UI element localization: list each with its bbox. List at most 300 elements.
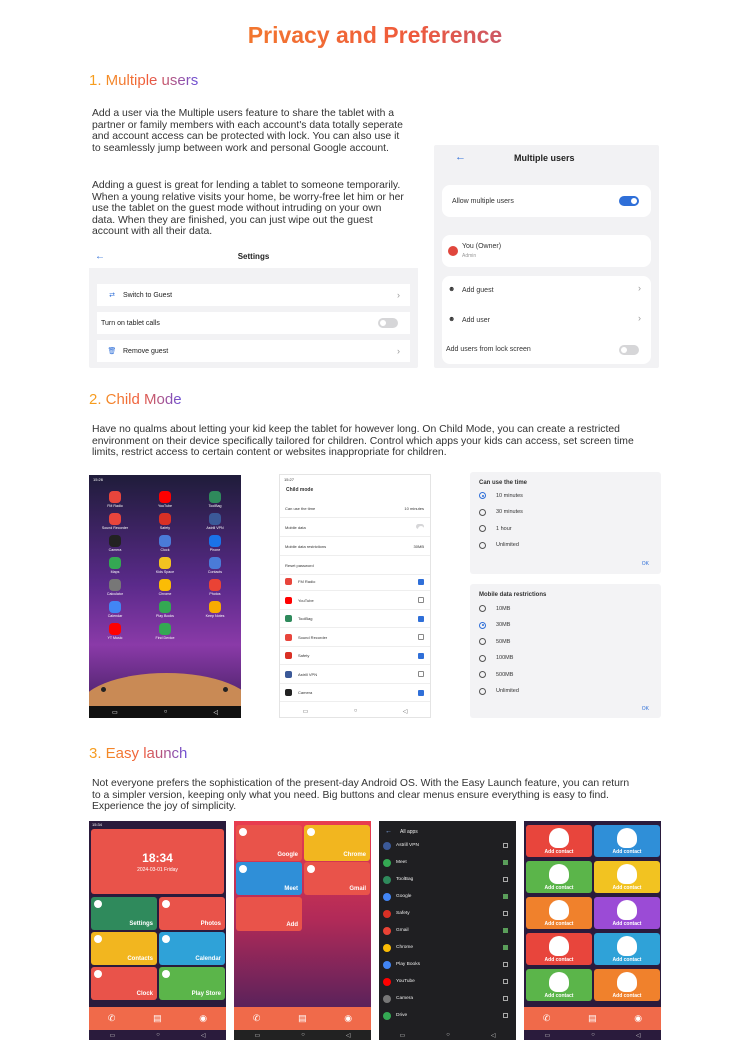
radio-option[interactable] [479,622,510,629]
recents-icon[interactable]: ▭ [544,1032,551,1039]
app-icon [383,893,391,901]
setting-label: Reset password [285,562,314,568]
phone-icon[interactable]: ✆ [252,1013,261,1023]
add-guest-row[interactable] [442,281,651,301]
tile-label: Clock [136,991,153,997]
back-arrow-icon[interactable]: ← [95,251,105,262]
guest-settings-screen [89,246,418,368]
radio-option[interactable] [479,655,513,662]
all-apps-row[interactable] [383,973,512,990]
allow-multiple-users-toggle[interactable] [619,196,639,206]
app-label: Sound Recorder [101,526,129,530]
app-icon[interactable] [159,623,171,635]
contact-avatar-icon [617,972,637,992]
app-label: Kids Space [155,570,175,574]
app-label: Phone [209,548,221,552]
add-user-icon: ☻ [448,316,456,323]
app-name: Drive [396,1013,408,1018]
tile-settings[interactable] [91,897,157,930]
add-user-row[interactable] [442,311,651,331]
app-checkbox[interactable] [418,690,424,696]
app-name: Astrill VPN [396,843,419,848]
child-mode-app-row[interactable] [280,610,430,628]
back-icon[interactable]: ◁ [490,1032,496,1039]
all-apps-row[interactable] [383,837,512,854]
tile-label: Gmail [349,886,366,892]
lock-screen-toggle[interactable] [619,345,639,355]
owner-row[interactable] [442,235,651,267]
app-checkbox[interactable] [503,1013,508,1018]
app-label: Calculator [106,592,124,596]
tile-meet[interactable] [236,862,302,895]
user-actions-card [442,276,651,364]
multiple-users-screen [434,145,659,368]
phone-icon[interactable]: ✆ [542,1013,551,1023]
app-icon [285,597,292,604]
radio-option[interactable] [479,542,519,549]
app-icon[interactable] [109,557,121,569]
back-icon[interactable]: ◁ [213,709,218,716]
phone-icon[interactable]: ✆ [107,1013,116,1023]
tile-chrome[interactable] [304,825,370,861]
tablet-calls-toggle[interactable] [378,318,398,328]
add-contact-tile[interactable] [526,861,592,893]
app-icon [285,615,292,622]
app-icon[interactable] [109,601,121,613]
child-mode-settings-screen [279,474,431,718]
contact-avatar-icon [549,900,569,920]
home-icon[interactable]: ○ [591,1032,595,1038]
tile-label: Play Store [191,991,221,997]
app-checkbox[interactable] [418,671,424,677]
google-icon [239,828,247,836]
option-label: Unlimited [496,542,519,548]
app-label: Astrill VPN [206,526,224,530]
radio-button[interactable] [479,671,486,678]
tile-play-store[interactable] [159,967,225,1000]
switch-to-guest-row[interactable] [97,284,410,306]
nav-bar [89,1030,226,1040]
time-dialog-title: Can use the time [479,480,528,486]
back-icon[interactable]: ◁ [345,1032,351,1039]
child-mode-setting-row[interactable] [280,518,430,537]
radio-button[interactable] [479,622,486,629]
contact-avatar-icon [549,936,569,956]
app-icon [383,842,391,850]
app-icon[interactable] [209,535,221,547]
add-contact-label: Add contact [544,993,574,999]
dock [524,1007,661,1030]
trash-icon: 🗑 [107,348,117,355]
all-apps-row[interactable] [383,888,512,905]
chevron-right-icon: › [397,346,400,356]
tile-label: Settings [129,921,153,927]
app-name: Sound Recorder [298,634,328,640]
contact-avatar-icon [617,864,637,884]
radio-option[interactable] [479,638,510,645]
tile-label: Chrome [343,852,366,858]
radio-option[interactable] [479,688,519,695]
section-heading-multiple-users: 1. Multiple users [89,72,199,89]
option-label: 30MB [496,622,511,628]
radio-option[interactable] [479,605,510,612]
app-label: ToolBag [208,504,222,508]
app-icon [285,671,292,678]
app-checkbox[interactable] [503,860,508,865]
app-checkbox[interactable] [503,979,508,984]
app-icon[interactable] [159,557,171,569]
lock-screen-row[interactable] [442,340,651,360]
app-label: Safety [159,526,171,530]
chevron-right-icon: › [638,313,641,323]
add-contact-tile[interactable] [526,969,592,1001]
nav-bar [89,706,241,718]
radio-button[interactable] [479,492,486,499]
back-icon[interactable]: ◁ [402,708,408,715]
easy-launch-apps-screen [234,821,371,1040]
radio-button[interactable] [479,638,486,645]
all-apps-row[interactable] [383,922,512,939]
app-icon[interactable] [109,535,121,547]
child-mode-app-row[interactable] [280,592,430,610]
app-icon[interactable] [159,491,171,503]
add-contact-tile[interactable] [526,825,592,857]
chevron-right-icon: › [397,290,400,300]
app-icon[interactable] [209,491,221,503]
app-checkbox[interactable] [418,579,424,585]
app-name: Chrome [396,945,414,950]
app-name: Meet [396,860,407,865]
tile-calendar[interactable] [159,932,225,965]
setting-label: Mobile data [285,524,306,530]
app-label: Play Books [156,614,174,618]
add-contact-label: Add contact [544,957,574,963]
allow-multiple-users-row[interactable] [442,185,651,217]
easy-launch-home-screen [89,821,226,1040]
app-label: FM Radio [107,504,123,508]
add-contact-label: Add contact [612,957,642,963]
back-arrow-icon[interactable]: ← [455,151,466,163]
child-mode-app-row[interactable] [280,573,430,591]
add-contact-tile[interactable] [594,969,660,1001]
easy-launch-paragraph: Not everyone prefers the sophistication of the present-day Android OS. With the Easy Launch feature, you can return to a simpler version, keeping only what you need. Big buttons and clear menus ensure everything is easy to find. Experience the joy of simplicity. [92,778,630,813]
app-label: YT Music [107,636,123,640]
app-checkbox[interactable] [418,653,424,659]
app-icon[interactable] [209,579,221,591]
app-icon[interactable] [159,513,171,525]
all-apps-row[interactable] [383,956,512,973]
multiple-users-paragraph-1: Add a user via the Multiple users feature to share the tablet with a partner or family members with each account's data totally seperate and account access can be protected with lock. You can also use it to seamlessly jump between work and personal Google account. [92,108,403,154]
app-name: Google [396,894,412,899]
app-name: Astrill VPN [298,671,318,677]
app-icon [383,910,391,918]
app-checkbox[interactable] [503,962,508,967]
add-contact-tile[interactable] [526,897,592,929]
owner-role: Admin [462,253,477,259]
setting-label: Can use the time [285,505,316,511]
add-contact-tile[interactable] [594,933,660,965]
chevron-right-icon: › [638,283,641,293]
app-checkbox[interactable] [418,634,424,640]
all-apps-title: All apps [400,829,418,835]
app-icon [285,652,292,659]
radio-option[interactable] [479,671,513,678]
camera-icon[interactable]: ◉ [199,1013,208,1023]
add-user-label: Add user [462,317,491,324]
child-mode-setting-row[interactable] [280,537,430,556]
app-label: YouTube [157,504,173,508]
app-icon[interactable] [109,623,121,635]
home-icon[interactable]: ○ [446,1032,450,1038]
radio-button[interactable] [479,688,486,695]
home-icon[interactable]: ○ [353,708,358,714]
recents-icon[interactable]: ▭ [109,1032,116,1039]
recents-icon[interactable]: ▭ [399,1032,406,1039]
child-mode-app-row[interactable] [280,666,430,684]
contact-avatar-icon [549,864,569,884]
add-contact-tile[interactable] [594,825,660,857]
section-heading-easy-launch: 3. Easy launch [89,745,188,762]
tile-label: Add [286,922,298,928]
app-name: Camera [298,690,313,695]
all-apps-row[interactable] [383,990,512,1007]
camera-icon[interactable]: ◉ [634,1013,643,1023]
page-title: Privacy and Preference [0,22,750,49]
add-contact-label: Add contact [544,921,574,927]
tile-icon [94,935,102,943]
tile-photos[interactable] [159,897,225,930]
app-checkbox[interactable] [503,894,508,899]
all-apps-screen [379,821,516,1040]
app-icon [383,944,391,952]
app-icon[interactable] [109,579,121,591]
ok-button[interactable]: OK [641,561,649,567]
setting-label: Mobile data restrictions [285,543,327,549]
child-mode-setting-row[interactable] [280,499,430,518]
multiple-users-paragraph-2: Adding a guest is great for lending a tablet to someone temporarily. When a young relative visits your home, be worry-free let him or her use the tablet on the guest mode without intruding on your own data. When they are finished, you can just wipe out the guest account with all their data. [92,180,404,238]
app-label: Photos [209,592,221,596]
app-name: Safety [298,653,310,658]
add-contact-label: Add contact [612,921,642,927]
tile-label: Calendar [195,956,221,962]
home-icon[interactable]: ○ [301,1032,305,1038]
radio-option[interactable] [479,492,523,499]
all-apps-row[interactable] [383,871,512,888]
settings-header [89,246,418,268]
all-apps-row[interactable] [383,854,512,871]
nav-bar [524,1030,661,1040]
app-label: Maps [110,570,120,574]
tile-icon [162,970,170,978]
message-icon[interactable]: ▤ [153,1013,162,1023]
nav-bar [234,1030,371,1040]
app-icon[interactable] [209,557,221,569]
app-icon[interactable] [109,491,121,503]
mobile-data-toggle[interactable] [416,524,424,529]
app-label: Clock [160,548,170,552]
nav-bar [280,705,430,717]
tile-clock[interactable] [91,967,157,1000]
all-apps-row[interactable] [383,1007,512,1024]
chrome-icon [307,828,315,836]
clock-time: 18:34 [142,851,173,865]
lock-screen-label: Add users from lock screen [446,346,531,353]
app-icon[interactable] [159,579,171,591]
app-name: ToolBag [298,616,313,621]
app-icon[interactable] [209,601,221,613]
app-label: Contacts [207,570,223,574]
child-mode-paragraph: Have no qualms about letting your kid keep the tablet for however long. On Child Mode, you can create a restricted environment on their device specifically tailored for children. Control which apps your kids can access, set screen time limits, restrict access to certain content or websites inappropriate for children. [92,424,634,459]
setting-value: 10 minutes [404,505,424,511]
option-label: 1 hour [496,525,512,532]
app-icon[interactable] [159,535,171,547]
clock-date: 2024-03-01 Friday [137,867,178,873]
option-label: Unlimited [496,688,519,694]
all-apps-row[interactable] [383,939,512,956]
app-checkbox[interactable] [503,928,508,933]
setting-value: 30MB [413,543,424,549]
app-icon[interactable] [109,513,121,525]
contact-avatar-icon [549,972,569,992]
message-icon[interactable]: ▤ [298,1013,307,1023]
tile-icon [94,970,102,978]
radio-option[interactable] [479,509,523,516]
app-checkbox[interactable] [503,877,508,882]
radio-button[interactable] [479,605,486,612]
app-icon [383,978,391,986]
back-icon[interactable]: ◁ [635,1032,641,1039]
recents-icon[interactable]: ▭ [302,708,309,715]
app-name: Camera [396,996,414,1001]
clock-widget[interactable] [91,829,224,894]
meet-icon [239,865,247,873]
avatar [448,246,458,256]
app-checkbox[interactable] [503,945,508,950]
tile-label: Google [277,852,298,858]
dock [89,1007,226,1030]
add-contact-label: Add contact [612,849,642,855]
option-label: 500MB [496,671,514,678]
status-time: 15:27 [284,477,295,482]
option-label: 10MB [496,605,511,612]
app-checkbox[interactable] [418,616,424,622]
tile-label: Contacts [127,956,153,962]
app-icon [383,995,391,1003]
child-mode-app-row[interactable] [280,629,430,647]
tile-icon [94,900,102,908]
tablet-calls-label: Turn on tablet calls [101,319,160,327]
contacts-grid-screen [524,821,661,1040]
camera-icon[interactable]: ◉ [344,1013,353,1023]
radio-option[interactable] [479,525,512,532]
time-limit-dialog [470,472,661,574]
add-contact-tile[interactable] [526,933,592,965]
dock [234,1007,371,1030]
close-icon[interactable] [101,687,106,692]
child-mode-title: Child mode [286,487,314,493]
tile-icon [162,900,170,908]
home-icon[interactable]: ○ [156,1032,160,1038]
back-arrow-icon[interactable]: ← [385,828,392,835]
tile-contacts[interactable] [91,932,157,965]
nav-bar [379,1030,516,1040]
data-dialog-title: Mobile data restrictions [479,592,547,598]
app-name: Safety [396,911,410,916]
message-icon[interactable]: ▤ [588,1013,597,1023]
remove-guest-row[interactable] [97,340,410,362]
app-icon [285,578,292,585]
tile-add[interactable] [236,897,302,931]
recents-icon[interactable]: ▭ [112,709,118,716]
app-label: Chrome [158,592,172,596]
child-mode-app-row[interactable] [280,647,430,665]
add-contact-label: Add contact [612,885,642,891]
app-icon [383,876,391,884]
remove-guest-label: Remove guest [123,347,169,355]
data-limit-dialog [470,584,661,718]
tile-label: Photos [200,921,221,927]
radio-button[interactable] [479,509,486,516]
radio-button[interactable] [479,542,486,549]
tile-google[interactable] [236,825,302,861]
tile-icon [162,935,170,943]
add-contact-tile[interactable] [594,897,660,929]
status-time: 15:34 [92,822,103,827]
child-mode-app-row[interactable] [280,684,430,702]
settings-title: Settings [237,252,270,261]
back-icon[interactable]: ◁ [200,1032,206,1039]
add-contact-tile[interactable] [594,861,660,893]
app-icon[interactable] [159,601,171,613]
switch-to-guest-label: Switch to Guest [123,291,173,299]
app-icon [285,634,292,641]
contact-avatar-icon [617,936,637,956]
recents-icon[interactable]: ▭ [254,1032,261,1039]
tile-gmail[interactable] [304,862,370,895]
option-label: 50MB [496,638,511,645]
ok-button[interactable]: OK [641,706,649,712]
child-launcher-screen [89,475,241,718]
tile-label: Meet [284,886,298,892]
app-icon [383,1012,391,1020]
tablet-calls-row[interactable] [97,312,410,334]
option-label: 10 minutes [496,492,523,499]
app-icon [383,927,391,935]
allow-multiple-users-label: Allow multiple users [452,198,514,205]
app-checkbox[interactable] [418,597,424,603]
switch-icon: ⇄ [109,292,115,299]
app-icon[interactable] [209,513,221,525]
add-guest-icon: ☻ [448,286,456,293]
app-label: Find Device [155,636,175,640]
app-label: Keep Notes [205,614,225,618]
close-icon[interactable] [223,687,228,692]
add-guest-label: Add guest [462,287,494,294]
app-checkbox[interactable] [503,996,508,1001]
all-apps-row[interactable] [383,905,512,922]
gmail-icon [307,865,315,873]
home-icon[interactable]: ○ [163,709,168,715]
radio-button[interactable] [479,655,486,662]
status-time: 15:26 [93,477,104,482]
app-icon [383,859,391,867]
contact-avatar-icon [549,828,569,848]
multiple-users-title: Multiple users [514,153,575,163]
app-checkbox[interactable] [503,843,508,848]
app-name: YouTube [298,597,314,603]
app-checkbox[interactable] [503,911,508,916]
radio-button[interactable] [479,525,486,532]
